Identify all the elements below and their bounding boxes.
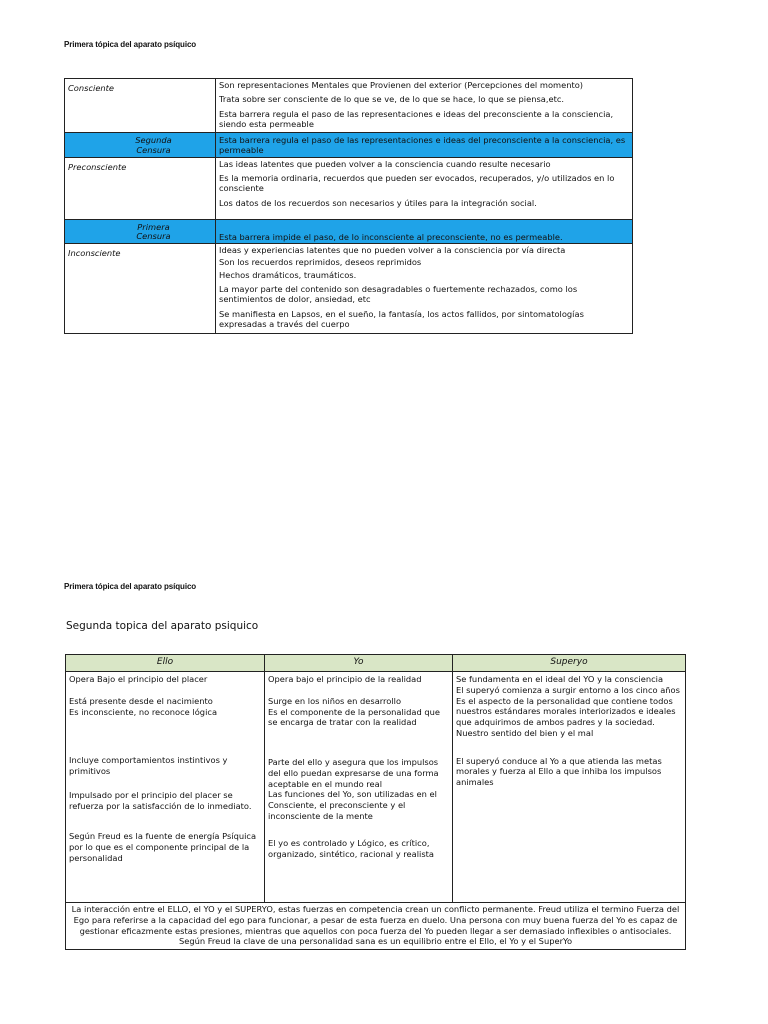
segunda-topica-table bbox=[65, 654, 686, 950]
header-row bbox=[66, 655, 686, 672]
label-consciente: Consciente bbox=[65, 79, 216, 133]
desc-line: La mayor parte del contenido son desagradables o fuertemente rechazados, como los sentimientos de dolor, ansiedad, etc bbox=[219, 284, 578, 305]
label-inconsciente: Inconsciente bbox=[65, 244, 216, 334]
ello-item: Está presente desde el nacimiento bbox=[69, 695, 213, 706]
ello-item: Según Freud es la fuente de energía Psíquica por lo que es el componente principal de la personalidad bbox=[69, 831, 257, 864]
primera-topica-table bbox=[64, 78, 633, 334]
label-line: Censura bbox=[136, 144, 171, 155]
content-row bbox=[66, 672, 686, 903]
desc-primera-censura: Esta barrera impide el paso, de lo inconsciente al preconsciente, no es permeable. bbox=[216, 219, 633, 243]
label-primera-censura bbox=[65, 219, 216, 243]
superyo-item: Se fundamenta en el ideal del YO y la consciencia bbox=[456, 674, 664, 684]
superyo-item: El superyó comienza a surgir entorno a los cinco años bbox=[456, 684, 680, 695]
header-ello: Ello bbox=[66, 655, 265, 672]
yo-item: El yo es controlado y Lógico, es crítico, organizado, sintético, racional y realista bbox=[268, 837, 434, 859]
ello-item: Incluye comportamientos instintivos y primitivos bbox=[69, 755, 228, 777]
desc-line: Ideas y experiencias latentes que no pueden volver a la consciencia por vía directa bbox=[219, 245, 566, 255]
column-ello bbox=[66, 672, 265, 903]
row-consciente bbox=[65, 79, 633, 133]
row-segunda-censura bbox=[65, 133, 633, 157]
row-preconsciente bbox=[65, 157, 633, 219]
column-yo bbox=[265, 672, 453, 903]
label-line: Segunda bbox=[135, 135, 172, 146]
desc-inconsciente bbox=[216, 244, 633, 334]
yo-item: Las funciones del Yo, son utilizadas en el Consciente, el preconsciente y el inconsciente de la mente bbox=[268, 789, 437, 822]
ello-item: Es inconsciente, no reconoce lógica bbox=[69, 706, 218, 717]
ello-item: Opera Bajo el principio del placer bbox=[69, 674, 208, 684]
yo-item: Parte del ello y asegura que los impulsos del ello puedan expresarse de una forma aceptable en el mundo real bbox=[268, 757, 439, 789]
desc-line: Trata sobre ser consciente de lo que se ve, de lo que se hace, lo que se piensa,etc. bbox=[219, 94, 565, 105]
yo-item: Es el componente de la personalidad que se encarga de tratar con la realidad bbox=[268, 706, 440, 728]
desc-segunda-censura: Esta barrera regula el paso de las representaciones e ideas del preconsciente a la consciencia, es permeable bbox=[216, 133, 633, 157]
label-preconsciente: Preconsciente bbox=[65, 157, 216, 219]
ello-item: Impulsado por el principio del placer se refuerza por la satisfacción de lo inmediato. bbox=[69, 789, 252, 811]
row-primera-censura bbox=[65, 219, 633, 243]
desc-line: Los datos de los recuerdos son necesarios y útiles para la integración social. bbox=[219, 197, 537, 208]
yo-item: Opera bajo el principio de la realidad bbox=[268, 674, 422, 684]
superyo-item: El superyó conduce al Yo a que atienda las metas morales y fuerza al Ello a que inhiba los impulsos animales bbox=[456, 755, 662, 788]
desc-line: Son representaciones Mentales que Provienen del exterior (Percepciones del momento) bbox=[219, 80, 584, 90]
label-line: Censura bbox=[136, 231, 171, 242]
row-inconsciente bbox=[65, 244, 633, 334]
desc-line: Son los recuerdos reprimidos, deseos reprimidos bbox=[219, 257, 422, 268]
desc-preconsciente bbox=[216, 157, 633, 219]
header-yo: Yo bbox=[265, 655, 453, 672]
segunda-topica-title: Segunda topica del aparato psiquico bbox=[66, 620, 259, 632]
page-heading-primera-topica-repeat: Primera tópica del aparato psíquico bbox=[64, 582, 197, 591]
header-superyo: Superyo bbox=[453, 655, 686, 672]
desc-consciente bbox=[216, 79, 633, 133]
yo-item: Surge en los niños en desarrollo bbox=[268, 695, 402, 706]
label-segunda-censura bbox=[65, 133, 216, 157]
desc-line: Es la memoria ordinaria, recuerdos que pueden ser evocados, recuperados, y/o utilizados en lo consciente bbox=[219, 172, 615, 194]
page-heading-primera-topica: Primera tópica del aparato psíquico bbox=[64, 40, 197, 49]
desc-line: Se manifiesta en Lapsos, en el sueño, la fantasía, los actos fallidos, por sintomatologías expresadas a través del cuerpo bbox=[219, 308, 584, 330]
summary-text: La interacción entre el ELLO, el YO y el SUPERYO, estas fuerzas en competencia crean un conflicto permanente. Freud utiliza el termino Fuerza del Ego para referirse a la capacidad del ego para funcionar, a pesar de esta fuerza en duelo. Una persona con muy buena fuerza del Yo es capaz de gestionar eficazmente estas presiones, mientras que aquellos con poca fuerza del Yo pueden llegar a ser demasiado inflexibles o antisociales. Según Freud la clave de una personalidad sana es un equilibrio entre el Ello, el Yo y el SuperYo bbox=[66, 903, 686, 950]
desc-line: Hechos dramáticos, traumáticos. bbox=[219, 269, 357, 280]
superyo-item: Es el aspecto de la personalidad que contiene todos nuestros estándares morales interiorizados e ideales que adquirimos de ambos padres y la sociedad. Nuestro sentido del bien y el mal bbox=[456, 695, 676, 738]
label-line: Primera bbox=[137, 221, 170, 232]
column-superyo bbox=[453, 672, 686, 903]
summary-row bbox=[66, 903, 686, 950]
desc-line: Las ideas latentes que pueden volver a la consciencia cuando resulte necesario bbox=[219, 158, 551, 169]
desc-line: Esta barrera regula el paso de las representaciones e ideas del preconsciente a la consciencia, siendo esta permeable bbox=[219, 108, 614, 130]
